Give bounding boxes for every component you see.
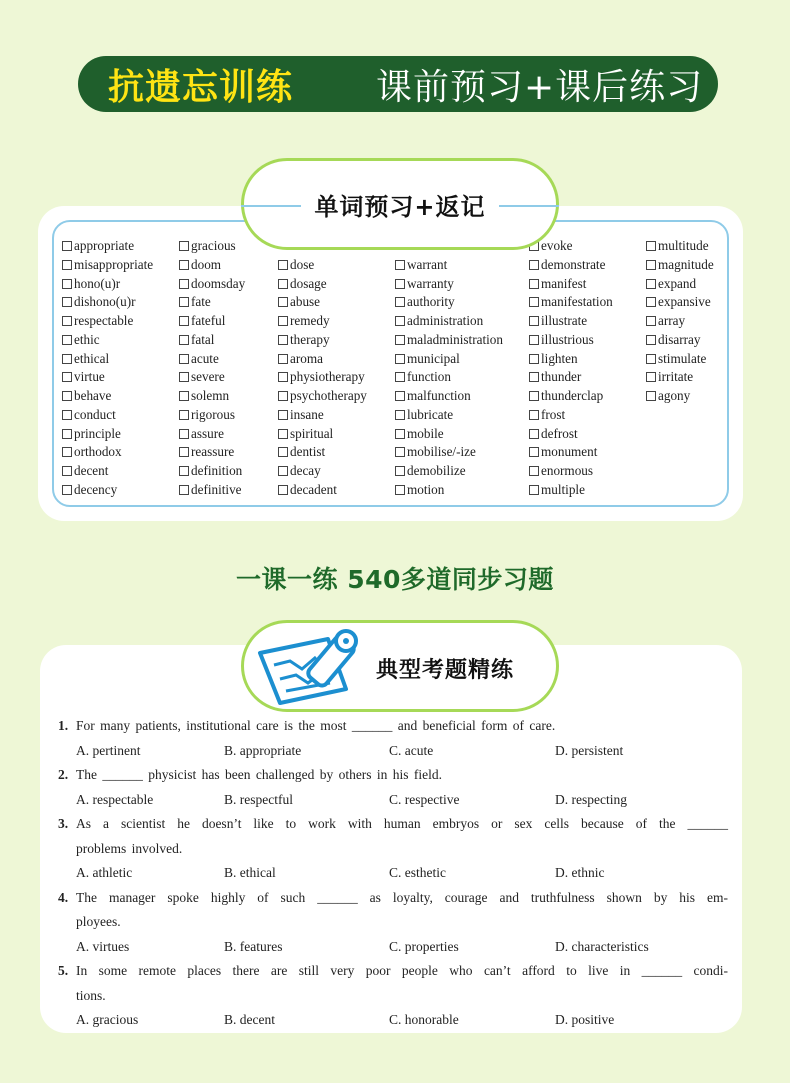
vocab-item [529, 256, 613, 275]
vocab-section-title: 单词预习+返记 [308, 187, 491, 222]
vocab-item [278, 406, 367, 425]
vocab-item [529, 481, 613, 500]
question-text-line: For many patients, institutional care is the most ______ and beneficial form of care. [76, 718, 556, 733]
vocab-word: principle [74, 425, 121, 441]
vocab-item [529, 331, 613, 350]
exercise-section-title: 典型考题精练 [376, 658, 515, 683]
exercise-title-pill [241, 620, 559, 712]
vocab-item [395, 406, 503, 425]
question-text-line: In some remote places there are still very poor people who can’t afford to live in ______ condi- [76, 963, 728, 978]
vocab-word: abuse [290, 294, 321, 310]
checkbox-icon[interactable] [62, 279, 72, 289]
vocab-word: dosage [290, 275, 327, 291]
vocab-item [62, 481, 153, 500]
vocab-word: severe [191, 369, 225, 385]
checkbox-icon[interactable] [529, 429, 539, 439]
checkbox-icon[interactable] [278, 410, 288, 420]
vocab-item [646, 350, 714, 369]
answer-option-b[interactable]: B. decent [224, 1012, 275, 1027]
vocab-item [62, 293, 153, 312]
pill-decor-line-right [499, 205, 559, 207]
vocab-word: assure [191, 425, 224, 441]
vocab-word: municipal [407, 350, 460, 366]
vocab-word: spiritual [290, 425, 334, 441]
vocab-item [179, 387, 245, 406]
checkbox-icon[interactable] [646, 335, 656, 345]
vocab-item [395, 256, 503, 275]
vocab-item [395, 275, 503, 294]
vocab-item [179, 350, 245, 369]
vocab-word: insane [290, 406, 324, 422]
checkbox-icon[interactable] [529, 279, 539, 289]
vocab-word: multiple [541, 481, 585, 497]
answer-option-c[interactable]: C. esthetic [389, 865, 446, 880]
checkbox-icon[interactable] [62, 391, 72, 401]
checkbox-icon[interactable] [395, 260, 405, 270]
vocab-item [278, 331, 367, 350]
vocab-item [278, 462, 367, 481]
checkbox-icon[interactable] [529, 485, 539, 495]
vocab-word: behave [74, 388, 112, 403]
question-text-line: ployees. [76, 914, 121, 929]
vocab-item [395, 481, 503, 500]
question-item [58, 959, 728, 1033]
vocab-item [179, 256, 245, 275]
vocab-item [62, 462, 153, 481]
checkbox-icon[interactable] [62, 466, 72, 476]
question-number: 4. [58, 889, 69, 905]
checkbox-icon[interactable] [529, 316, 539, 326]
vocab-item [278, 368, 367, 387]
checkbox-icon[interactable] [646, 391, 656, 401]
question-list [58, 714, 728, 1033]
vocab-item [529, 443, 613, 462]
vocab-word: respectable [74, 313, 134, 328]
vocab-item [62, 256, 153, 275]
checkbox-icon[interactable] [179, 335, 189, 345]
answer-option-d[interactable]: D. characteristics [555, 938, 649, 954]
checkbox-icon[interactable] [395, 429, 405, 439]
vocab-word: maladministration [407, 331, 503, 347]
vocab-item [646, 331, 714, 350]
vocab-word: definitive [191, 481, 242, 497]
vocab-word: monument [541, 444, 598, 460]
checkbox-icon[interactable] [395, 354, 405, 364]
checkbox-icon[interactable] [179, 466, 189, 476]
question-item [58, 886, 728, 960]
checkbox-icon[interactable] [646, 297, 656, 307]
vocab-item [646, 293, 714, 312]
vocab-word: lighten [541, 350, 578, 366]
vocab-item [395, 443, 503, 462]
vocab-word: fateful [191, 313, 226, 328]
vocab-word: hono(u)r [74, 275, 121, 291]
checkbox-icon[interactable] [179, 391, 189, 401]
question-text-line: The ______ physicist has been challenged by others in his field. [76, 767, 443, 782]
vocab-word: decay [290, 463, 321, 478]
vocab-item [395, 462, 503, 481]
vocab-word: administration [407, 313, 484, 328]
vocab-word: expand [658, 275, 697, 291]
answer-option-a[interactable]: A. respectable [76, 791, 154, 807]
vocab-item [646, 237, 714, 256]
checkbox-icon[interactable] [395, 297, 405, 307]
vocab-item [395, 350, 503, 369]
banner-left-title: 抗遗忘训练 [108, 66, 294, 108]
vocab-word: decency [74, 481, 118, 497]
vocab-column-5 [529, 237, 613, 500]
vocab-word: manifest [541, 275, 587, 291]
vocab-item [529, 462, 613, 481]
vocab-word: demobilize [407, 463, 466, 478]
vocab-item [529, 387, 613, 406]
checkbox-icon[interactable] [179, 279, 189, 289]
vocab-item [646, 368, 714, 387]
checkbox-icon[interactable] [179, 260, 189, 270]
vocab-column-2 [179, 237, 245, 500]
vocab-word: thunder [541, 369, 582, 385]
checkbox-icon[interactable] [529, 335, 539, 345]
answer-option-a[interactable]: A. virtues [76, 938, 130, 954]
checkbox-icon[interactable] [278, 485, 288, 495]
answer-options [58, 1008, 728, 1033]
vocab-word: virtue [74, 369, 105, 385]
answer-option-a[interactable]: A. gracious [76, 1012, 139, 1027]
checkbox-icon[interactable] [395, 316, 405, 326]
vocab-word: disarray [658, 331, 701, 347]
vocab-item [278, 443, 367, 462]
checkbox-icon[interactable] [62, 241, 72, 251]
vocab-word: physiotherapy [290, 369, 365, 385]
vocab-item [278, 293, 367, 312]
answer-option-a[interactable]: A. athletic [76, 865, 133, 880]
vocab-column-3 [278, 256, 367, 500]
checkbox-icon[interactable] [62, 316, 72, 326]
vocab-item [179, 293, 245, 312]
vocab-word: fate [191, 294, 211, 310]
question-item [58, 812, 728, 886]
vocab-item [62, 237, 153, 256]
checkbox-icon[interactable] [529, 410, 539, 420]
vocab-word: dentist [290, 444, 326, 460]
question-text-line: problems involved. [76, 840, 183, 856]
checkbox-icon[interactable] [278, 372, 288, 382]
vocab-word: misappropriate [74, 256, 154, 272]
checkbox-icon[interactable] [179, 241, 189, 251]
vocab-word: fatal [191, 331, 215, 347]
vocab-word: demonstrate [541, 256, 606, 272]
vocab-column-4 [395, 256, 503, 500]
checkbox-icon[interactable] [529, 354, 539, 364]
vocab-item [179, 462, 245, 481]
checkbox-icon[interactable] [62, 372, 72, 382]
checkbox-icon[interactable] [646, 279, 656, 289]
checkbox-icon[interactable] [278, 429, 288, 439]
vocab-word: conduct [74, 406, 116, 422]
vocab-word: orthodox [74, 444, 122, 460]
vocab-word: doom [191, 256, 222, 272]
checkbox-icon[interactable] [529, 466, 539, 476]
checkbox-icon[interactable] [179, 372, 189, 382]
checkbox-icon[interactable] [395, 447, 405, 457]
vocab-word: manifestation [541, 294, 613, 310]
vocab-column-1 [62, 237, 153, 500]
checkbox-icon[interactable] [646, 354, 656, 364]
vocab-card-border [52, 220, 729, 507]
checkbox-icon[interactable] [529, 391, 539, 401]
question-number: 1. [58, 718, 69, 733]
vocab-word: irritate [658, 369, 694, 385]
answer-option-a[interactable]: A. pertinent [76, 742, 141, 758]
vocab-item [395, 293, 503, 312]
checkbox-icon[interactable] [278, 391, 288, 401]
answer-option-d[interactable]: D. persistent [555, 742, 624, 758]
vocab-word: enormous [541, 463, 594, 478]
checkbox-icon[interactable] [278, 335, 288, 345]
vocab-item [62, 387, 153, 406]
checkbox-icon[interactable] [395, 410, 405, 420]
vocab-item [646, 387, 714, 406]
vocab-item [179, 481, 245, 500]
vocab-word: agony [658, 388, 691, 403]
vocab-word: doomsday [191, 275, 246, 291]
vocab-word: dose [290, 256, 315, 272]
vocab-column-6 [646, 237, 714, 406]
vocab-item [646, 312, 714, 331]
checkbox-icon[interactable] [395, 335, 405, 345]
vocab-word: decent [74, 463, 109, 478]
vocab-word: warranty [407, 275, 454, 291]
checkbox-icon[interactable] [646, 241, 656, 251]
vocab-item [395, 368, 503, 387]
vocab-item [179, 443, 245, 462]
checkbox-icon[interactable] [62, 297, 72, 307]
vocab-word: aroma [290, 350, 323, 366]
answer-option-d[interactable]: D. respecting [555, 791, 627, 807]
checkbox-icon[interactable] [278, 279, 288, 289]
answer-option-b[interactable]: B. ethical [224, 865, 276, 880]
vocab-word: gracious [191, 238, 236, 253]
vocab-item [278, 387, 367, 406]
checkbox-icon[interactable] [529, 260, 539, 270]
banner-right-title: 课前预习+课后练习 [376, 66, 704, 108]
vocab-word: frost [541, 406, 566, 422]
vocab-item [62, 443, 153, 462]
vocab-item [529, 350, 613, 369]
answer-option-b[interactable]: B. appropriate [224, 742, 302, 758]
vocab-word: lubricate [407, 406, 454, 422]
vocab-title-pill [241, 158, 559, 250]
checkbox-icon[interactable] [646, 316, 656, 326]
vocab-word: malfunction [407, 388, 471, 403]
checkbox-icon[interactable] [62, 485, 72, 495]
checkbox-icon[interactable] [278, 297, 288, 307]
vocab-word: array [658, 313, 686, 328]
checkbox-icon[interactable] [62, 410, 72, 420]
checkbox-icon[interactable] [62, 260, 72, 270]
checkbox-icon[interactable] [529, 297, 539, 307]
checkbox-icon[interactable] [395, 485, 405, 495]
vocab-word: mobilise/-ize [407, 444, 476, 460]
vocab-item [529, 406, 613, 425]
vocab-item [62, 425, 153, 444]
vocab-word: illustrate [541, 313, 588, 328]
vocab-word: motion [407, 481, 445, 497]
question-number: 3. [58, 816, 69, 831]
question-number: 2. [58, 767, 69, 782]
checkbox-icon[interactable] [395, 391, 405, 401]
checkbox-icon[interactable] [278, 260, 288, 270]
checkbox-icon[interactable] [179, 429, 189, 439]
vocab-item [62, 275, 153, 294]
question-number: 5. [58, 963, 69, 978]
checkbox-icon[interactable] [529, 447, 539, 457]
document-pen-icon [250, 625, 370, 707]
vocab-word: thunderclap [541, 388, 604, 403]
vocab-item [395, 312, 503, 331]
checkbox-icon[interactable] [395, 372, 405, 382]
question-text-line: tions. [76, 987, 106, 1003]
vocab-word: dishono(u)r [74, 294, 136, 310]
checkbox-icon[interactable] [62, 354, 72, 364]
vocab-word: illustrious [541, 331, 594, 347]
vocab-word: solemn [191, 388, 230, 403]
answer-options [58, 861, 728, 886]
vocab-item [179, 312, 245, 331]
vocab-item [395, 425, 503, 444]
checkbox-icon[interactable] [278, 316, 288, 326]
checkbox-icon[interactable] [646, 372, 656, 382]
checkbox-icon[interactable] [179, 410, 189, 420]
answer-option-d[interactable]: D. ethnic [555, 865, 605, 880]
answer-option-d[interactable]: D. positive [555, 1012, 615, 1027]
vocab-word: ethic [74, 331, 100, 347]
vocab-word: decadent [290, 481, 337, 497]
question-item [58, 763, 728, 812]
vocab-item [278, 481, 367, 500]
vocab-word: acute [191, 350, 219, 366]
vocab-item [278, 275, 367, 294]
checkbox-icon[interactable] [179, 297, 189, 307]
checkbox-icon[interactable] [62, 429, 72, 439]
vocab-word: ethical [74, 350, 110, 366]
vocab-word: stimulate [658, 350, 707, 366]
answer-options [58, 935, 728, 960]
checkbox-icon[interactable] [395, 279, 405, 289]
answer-options [58, 739, 728, 764]
vocab-word: function [407, 369, 451, 385]
vocab-item [278, 256, 367, 275]
vocab-item [179, 237, 245, 256]
checkbox-icon[interactable] [179, 485, 189, 495]
vocab-item [179, 406, 245, 425]
answer-option-c[interactable]: C. honorable [389, 1012, 459, 1027]
vocab-item [646, 256, 714, 275]
vocab-item [529, 293, 613, 312]
vocab-word: evoke [541, 238, 573, 253]
vocab-word: definition [191, 463, 243, 478]
checkbox-icon[interactable] [62, 447, 72, 457]
checkbox-icon[interactable] [179, 316, 189, 326]
vocab-word: therapy [290, 331, 330, 347]
vocab-item [179, 331, 245, 350]
answer-option-c[interactable]: C. properties [389, 938, 459, 954]
vocab-word: psychotherapy [290, 388, 367, 403]
checkbox-icon[interactable] [395, 466, 405, 476]
question-text-line: The manager spoke highly of such ______ as loyalty, courage and truthfulness shown by his em- [76, 889, 728, 905]
vocab-item [529, 312, 613, 331]
vocab-word: authority [407, 294, 455, 310]
question-text-line: As a scientist he doesn’t like to work with human embryos or sex cells because of the ______ [76, 816, 728, 831]
answer-options [58, 788, 728, 813]
vocab-item [529, 425, 613, 444]
checkbox-icon[interactable] [529, 372, 539, 382]
vocab-word: mobile [407, 425, 444, 441]
vocab-word: reassure [191, 444, 235, 460]
vocab-word: expansive [658, 294, 711, 310]
checkbox-icon[interactable] [62, 335, 72, 345]
vocab-item [179, 368, 245, 387]
vocab-item [529, 368, 613, 387]
vocab-word: remedy [290, 313, 330, 328]
vocab-item [278, 425, 367, 444]
exercise-count-heading: 一课一练 540多道同步习题 [236, 565, 554, 594]
vocab-word: rigorous [191, 406, 235, 422]
vocab-item [278, 312, 367, 331]
vocab-item [179, 425, 245, 444]
vocab-item [395, 331, 503, 350]
checkbox-icon[interactable] [179, 447, 189, 457]
vocab-word: warrant [407, 256, 448, 272]
vocab-word: appropriate [74, 238, 135, 253]
question-item [58, 714, 728, 763]
vocab-item [395, 387, 503, 406]
vocab-item [646, 275, 714, 294]
vocab-item [278, 350, 367, 369]
vocab-word: defrost [541, 425, 578, 441]
top-banner [78, 56, 718, 112]
checkbox-icon[interactable] [278, 466, 288, 476]
vocab-word: multitude [658, 238, 709, 253]
checkbox-icon[interactable] [646, 260, 656, 270]
vocab-word: magnitude [658, 256, 714, 272]
vocab-item [62, 350, 153, 369]
vocab-item [179, 275, 245, 294]
vocab-item [62, 312, 153, 331]
checkbox-icon[interactable] [179, 354, 189, 364]
pill-decor-line-left [241, 205, 301, 207]
vocab-item [529, 275, 613, 294]
checkbox-icon[interactable] [278, 447, 288, 457]
answer-option-c[interactable]: C. respective [389, 791, 460, 807]
vocab-item [62, 368, 153, 387]
vocab-item [62, 331, 153, 350]
vocab-item [62, 406, 153, 425]
answer-option-b[interactable]: B. respectful [224, 791, 293, 807]
answer-option-b[interactable]: B. features [224, 938, 283, 954]
checkbox-icon[interactable] [278, 354, 288, 364]
answer-option-c[interactable]: C. acute [389, 742, 434, 758]
